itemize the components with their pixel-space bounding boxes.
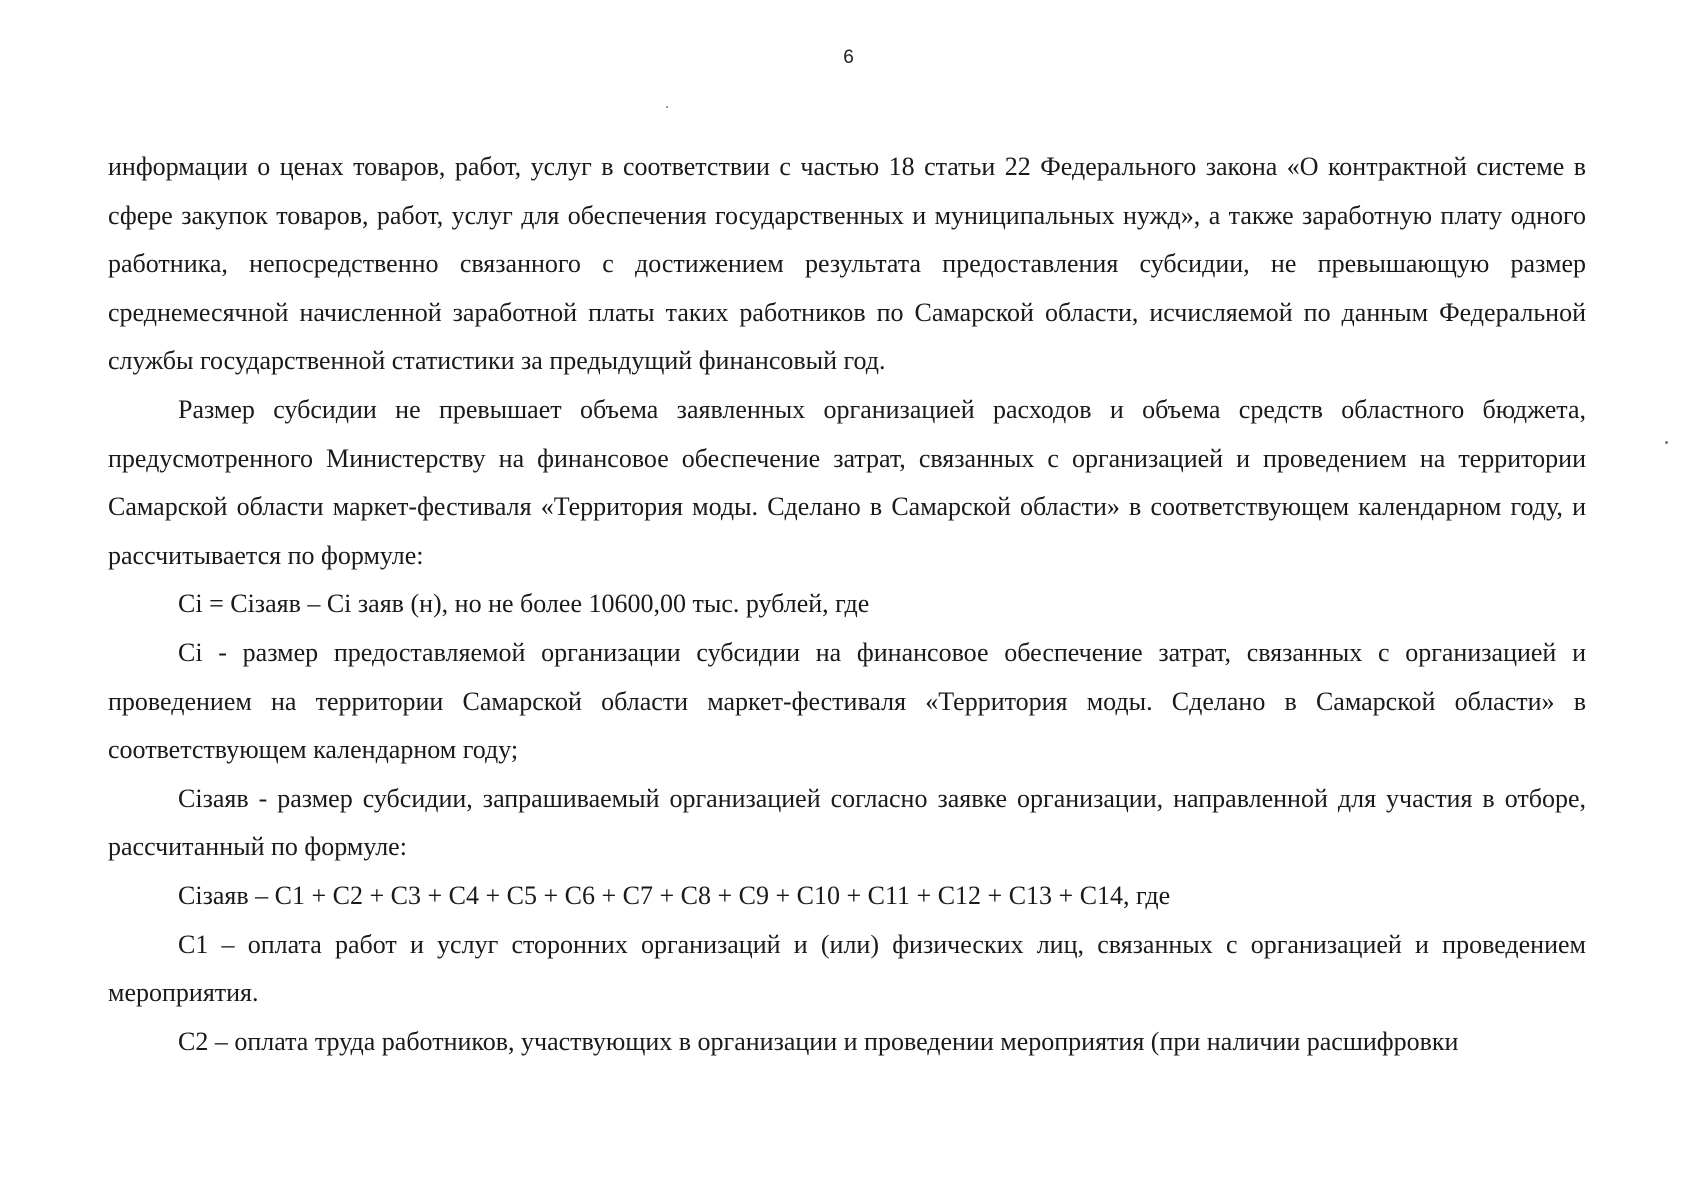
formula-ci: Ci = Ciзаяв – Ci заяв (н), но не более 10600,00 тыс. рублей, где [178, 589, 870, 619]
formula-cizayav: Ciзаяв – С1 + С2 + С3 + С4 + С5 + С6 + С7 + С8 + С9 + С10 + С11 + С12 + С13 + С14, где [178, 880, 1171, 910]
paragraph-c1-definition: С1 – оплата работ и услуг сторонних организаций и (или) физических лиц, связанных с организацией и проведением мероприятия. [108, 929, 1586, 1008]
paragraph-ci-definition: Ci - размер предоставляемой организации субсидии на финансовое обеспечение затрат, связанных с организацией и проведением на территории Самарской области маркет-фестиваля «Территория моды. Сделано в Самарской области» в соответствующем календарном году; [108, 637, 1586, 765]
page-number: 6 [843, 47, 854, 68]
paragraph-c2-definition: С2 – оплата труда работников, участвующих в организации и проведении мероприятия (при наличии расшифровки [178, 1026, 1459, 1056]
paragraph-cizayav-definition: Ciзаяв - размер субсидии, запрашиваемый организацией согласно заявке организации, направленной для участия в отборе, рассчитанный по формуле: [108, 783, 1586, 862]
scan-speck [666, 106, 668, 108]
document-body [108, 143, 1586, 1066]
paragraph-prices-and-salary: информации о ценах товаров, работ, услуг в соответствии с частью 18 статьи 22 Федерального закона «О контрактной системе в сфере закупок товаров, работ, услуг для обеспечения государственных и муниципальных нужд», а также заработную плату одного работника, непосредственно связанного с достижением результата предоставления субсидии, не превышающую размер среднемесячной начисленной заработной платы таких работников по Самарской области, исчисляемой по данным Федеральной службы государственной статистики за предыдущий финансовый год. [108, 152, 1586, 376]
paragraph-subsidy-limit: Размер субсидии не превышает объема заявленных организацией расходов и объема средств областного бюджета, предусмотренного Министерству на финансовое обеспечение затрат, связанных с организацией и проведением на территории Самарской области маркет-фестиваля «Территория моды. Сделано в Самарской области» в соответствующем календарном году, и рассчитывается по формуле: [108, 394, 1586, 570]
scan-speck [1665, 441, 1668, 444]
